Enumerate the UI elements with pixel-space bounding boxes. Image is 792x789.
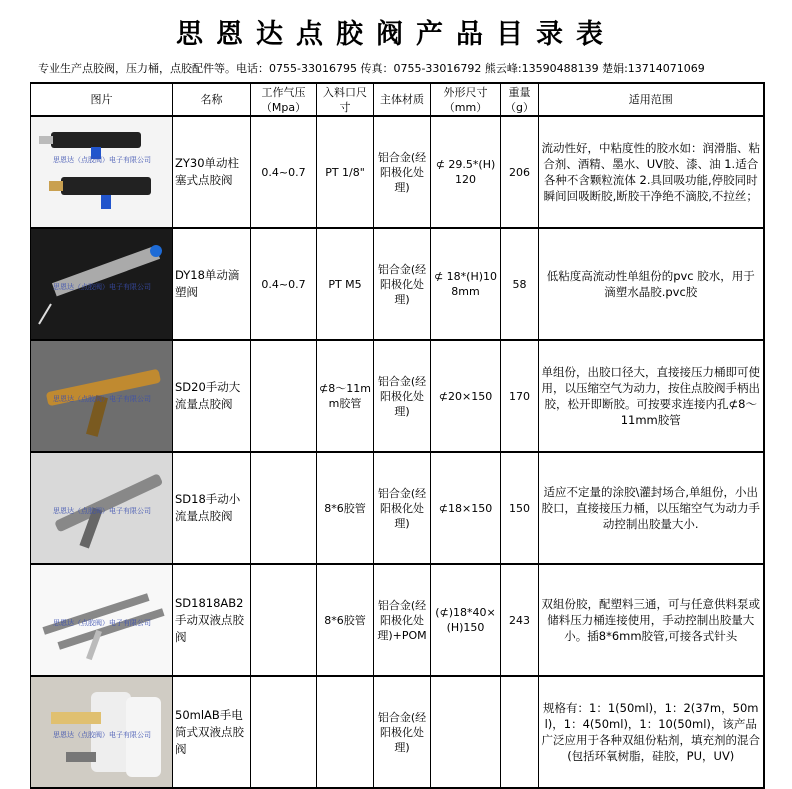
product-photo [31, 116, 173, 228]
header-picture: 图片 [31, 83, 173, 116]
header-name: 名称 [173, 83, 251, 116]
weight-value: 243 [501, 564, 539, 676]
product-name: DY18单动滴塑阀 [173, 228, 251, 340]
header-weight: 重量（g） [501, 83, 539, 116]
product-name: SD18手动小流量点胶阀 [173, 452, 251, 564]
pressure-value [251, 340, 317, 452]
weight-value [501, 676, 539, 788]
size-value: (⊄)18*40×(H)150 [431, 564, 501, 676]
size-value: ⊄ 29.5*(H)120 [431, 116, 501, 228]
watermark: 思恩达（点胶阀）电子有限公司 [53, 731, 151, 739]
size-value: ⊄20×150 [431, 340, 501, 452]
product-table [30, 82, 765, 789]
product-name: 50mlAB手电筒式双液点胶阀 [173, 676, 251, 788]
inlet-value: 8*6胶管 [317, 564, 374, 676]
header-inlet: 入料口尺寸 [317, 83, 374, 116]
table-row [31, 228, 764, 340]
header-row [31, 83, 764, 116]
inlet-value: PT M5 [317, 228, 374, 340]
product-photo [31, 340, 173, 452]
size-value [431, 676, 501, 788]
weight-value: 58 [501, 228, 539, 340]
application-value: 低粘度高流动性单組份的pvc 胶水，用于滴塑水晶胶.pvc胶 [539, 228, 764, 340]
watermark: 思恩达（点胶阀）电子有限公司 [53, 156, 151, 164]
table-row [31, 116, 764, 228]
product-name: SD20手动大流量点胶阀 [173, 340, 251, 452]
weight-value: 170 [501, 340, 539, 452]
product-photo [31, 228, 173, 340]
product-name: ZY30单动柱塞式点胶阀 [173, 116, 251, 228]
table-row [31, 452, 764, 564]
material-value: 铝合金(经阳极化处理) [374, 116, 431, 228]
header-material: 主体材质 [374, 83, 431, 116]
material-value: 铝合金(经阳极化处理) [374, 676, 431, 788]
product-photo [31, 452, 173, 564]
watermark: 思恩达（点胶阀）电子有限公司 [53, 619, 151, 627]
material-value: 铝合金(经阳极化处理) [374, 228, 431, 340]
table-row [31, 676, 764, 788]
watermark: 思恩达（点胶阀）电子有限公司 [53, 507, 151, 515]
size-value: ⊄18×150 [431, 452, 501, 564]
contact-line: 专业生产点胶阀，压力桶，点胶配件等。电话：0755-33016795 传真：0755-33016792 熊云峰:13590488139 楚娟:13714071069 [38, 62, 705, 75]
watermark: 思恩达（点胶阀）电子有限公司 [53, 283, 151, 291]
material-value: 铝合金(经阳极化处理) [374, 452, 431, 564]
pressure-value: 0.4~0.7 [251, 228, 317, 340]
application-value: 双組份胶，配塑料三通，可与任意供料泵或储料压力桶连接使用，手动控制出胶量大小。插8*6mm胶管,可接各式针头 [539, 564, 764, 676]
table-row [31, 564, 764, 676]
header-pressure: 工作气压（Mpa） [251, 83, 317, 116]
application-value: 单组份，出胶口径大，直接接压力桶即可使用，以压缩空气为动力，按住点胶阀手柄出胶，松开即断胶。可按要求连接内孔⊄8～11mm胶管 [539, 340, 764, 452]
header-size: 外形尺寸（mm） [431, 83, 501, 116]
application-value: 适应不定量的涂胶\灌封场合,单組份，小出胶口，直接接压力桶，以压缩空气为动力手动控制出胶量大小. [539, 452, 764, 564]
weight-value: 206 [501, 116, 539, 228]
inlet-value [317, 676, 374, 788]
page-title: 思恩达点胶阀产品目录表 [176, 19, 616, 50]
product-name: SD1818AB2手动双液点胶阀 [173, 564, 251, 676]
material-value: 铝合金(经阳极化处理) [374, 340, 431, 452]
inlet-value: PT 1/8" [317, 116, 374, 228]
application-value: 流动性好，中粘度性的胶水如：润滑脂、粘合剂、酒精、墨水、UV胶、漆、油 1.适合各种不含颗粒流体 2.具回吸功能,停胶同时瞬间回吸断胶,断胶干净绝不滴胶,不拉丝； [539, 116, 764, 228]
inlet-value: ⊄8～11mm胶管 [317, 340, 374, 452]
watermark: 思恩达（点胶阀）电子有限公司 [53, 395, 151, 403]
pressure-value [251, 452, 317, 564]
material-value: 铝合金(经阳极化处理)+POM [374, 564, 431, 676]
pressure-value [251, 676, 317, 788]
pressure-value: 0.4~0.7 [251, 116, 317, 228]
table-row [31, 340, 764, 452]
weight-value: 150 [501, 452, 539, 564]
header-application: 适用范围 [539, 83, 764, 116]
product-photo [31, 564, 173, 676]
application-value: 规格有：1：1(50ml)，1：2(37m，50ml)，1：4(50ml)，1：10(50ml)，该产品广泛应用于各种双組份粘剂，填充剂的混合(包括环氧树脂，硅胶，PU，UV) [539, 676, 764, 788]
inlet-value: 8*6胶管 [317, 452, 374, 564]
size-value: ⊄ 18*(H)108mm [431, 228, 501, 340]
product-photo [31, 676, 173, 788]
pressure-value [251, 564, 317, 676]
